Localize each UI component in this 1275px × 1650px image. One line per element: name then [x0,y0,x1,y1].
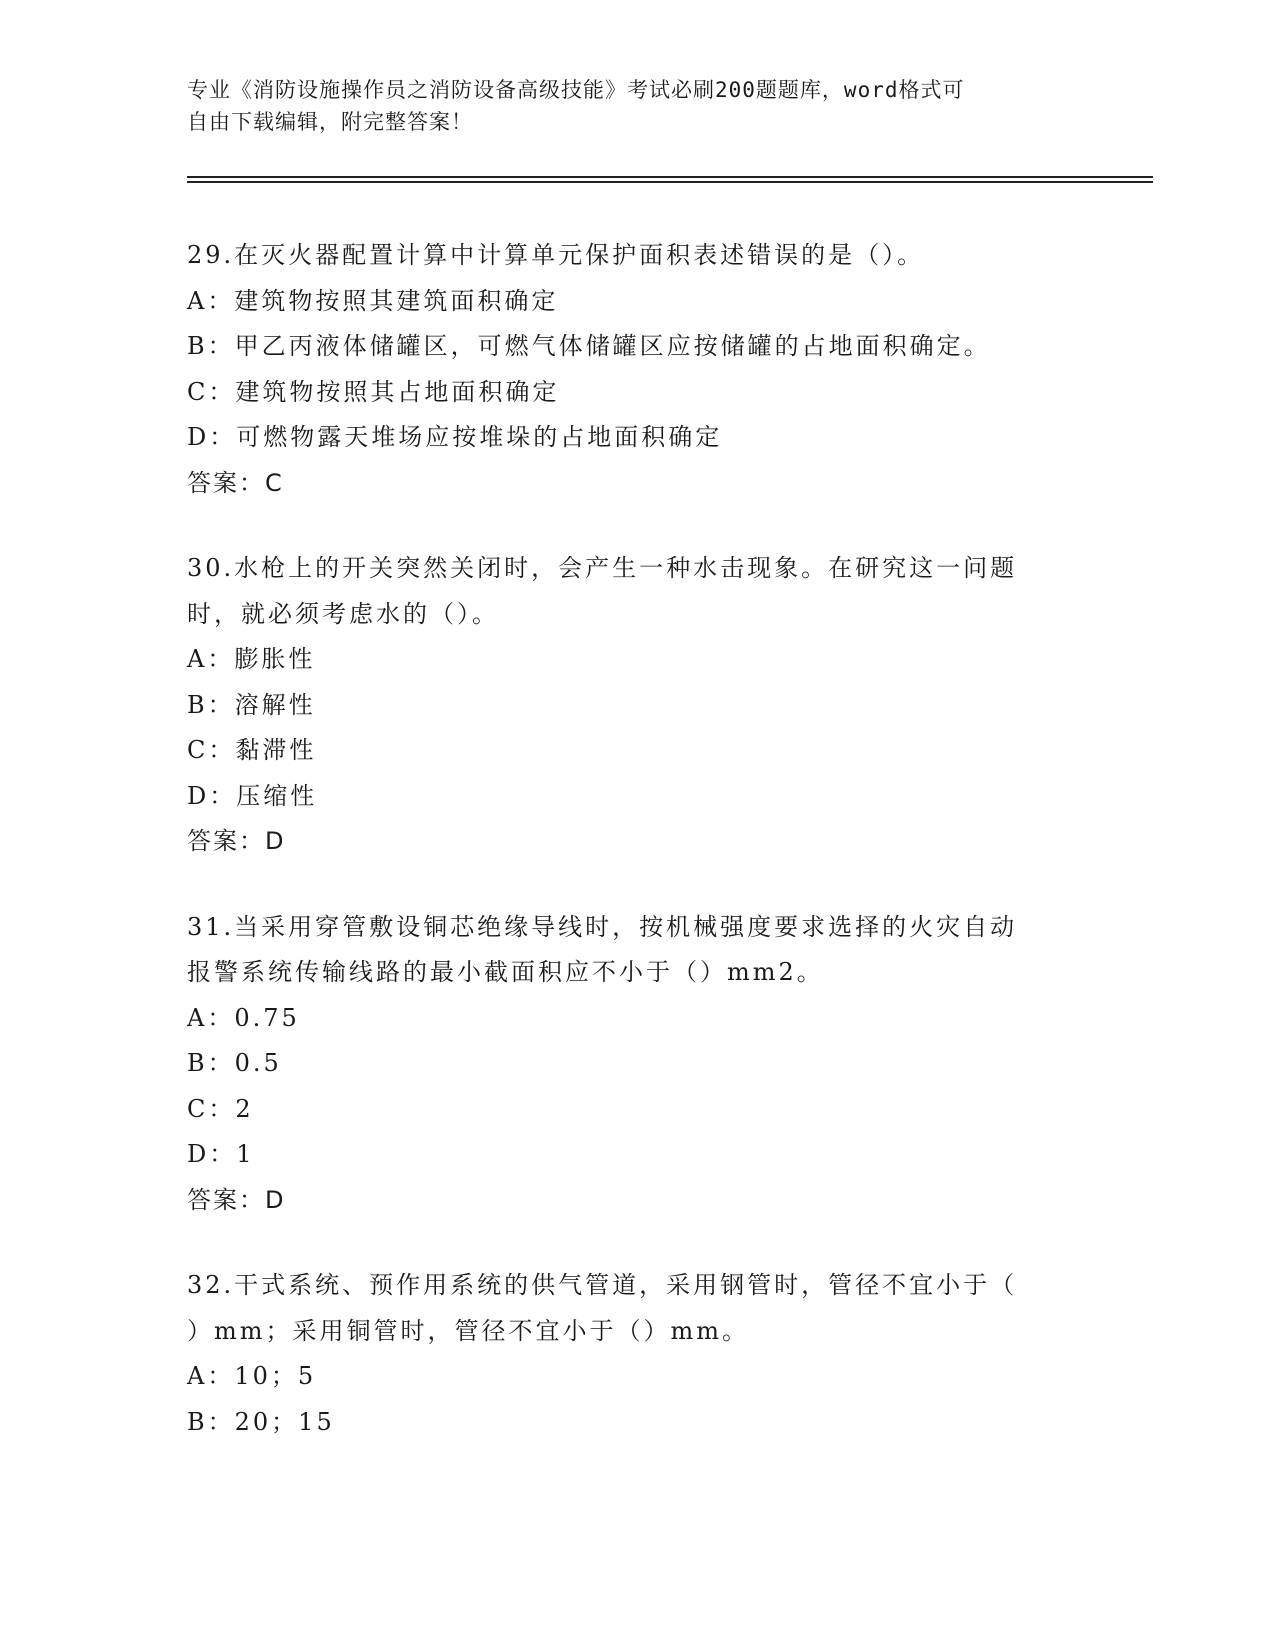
question-stem: ）mm；采用铜管时，管径不宜小于（）mm。 [187,1316,750,1345]
option-c: C：黏滞性 [187,736,317,764]
option-a: A：膨胀性 [187,645,316,673]
question-32 [187,1263,1087,1445]
header-divider-top [187,176,1153,178]
header-line: 自由下载编辑，附完整答案！ [187,110,473,134]
option-d: D：1 [187,1140,255,1168]
question-30 [187,546,1087,865]
option-d: D：可燃物露天堆场应按堆垛的占地面积确定 [187,423,723,451]
answer: 答案：D [187,827,286,855]
option-b: B：20；15 [187,1407,335,1436]
question-31 [187,905,1087,1224]
document-header [187,74,1067,138]
option-d: D：压缩性 [187,781,318,810]
question-29 [187,233,1087,506]
option-a: A：0.75 [187,1003,300,1032]
option-b: B：甲乙丙液体储罐区，可燃气体储罐区应按储罐的占地面积确定。 [187,332,991,360]
question-stem: 31.当采用穿管敷设铜芯绝缘导线时，按机械强度要求选择的火灾自动 [187,912,1018,941]
header-line: 专业《消防设施操作员之消防设备高级技能》考试必刷200题题库，word格式可 [187,78,965,102]
option-b: B：溶解性 [187,690,316,719]
question-stem: 29.在灭火器配置计算中计算单元保护面积表述错误的是（）。 [187,241,925,269]
question-list [187,233,1087,1485]
option-c: C：建筑物按照其占地面积确定 [187,377,560,406]
option-c: C：2 [187,1094,254,1123]
question-stem: 时，就必须考虑水的（）。 [187,599,499,628]
question-stem: 30.水枪上的开关突然关闭时，会产生一种水击现象。在研究这一问题 [187,554,1018,582]
option-a: A：建筑物按照其建筑面积确定 [187,286,559,315]
header-divider-bottom [187,181,1153,183]
question-stem: 报警系统传输线路的最小截面积应不小于（）mm2。 [187,958,824,986]
option-a: A：10；5 [187,1362,317,1390]
answer: 答案：C [187,468,284,497]
answer: 答案：D [187,1185,286,1214]
question-stem: 32.干式系统、预作用系统的供气管道，采用钢管时，管径不宜小于（ [187,1271,1018,1299]
option-b: B：0.5 [187,1049,282,1077]
